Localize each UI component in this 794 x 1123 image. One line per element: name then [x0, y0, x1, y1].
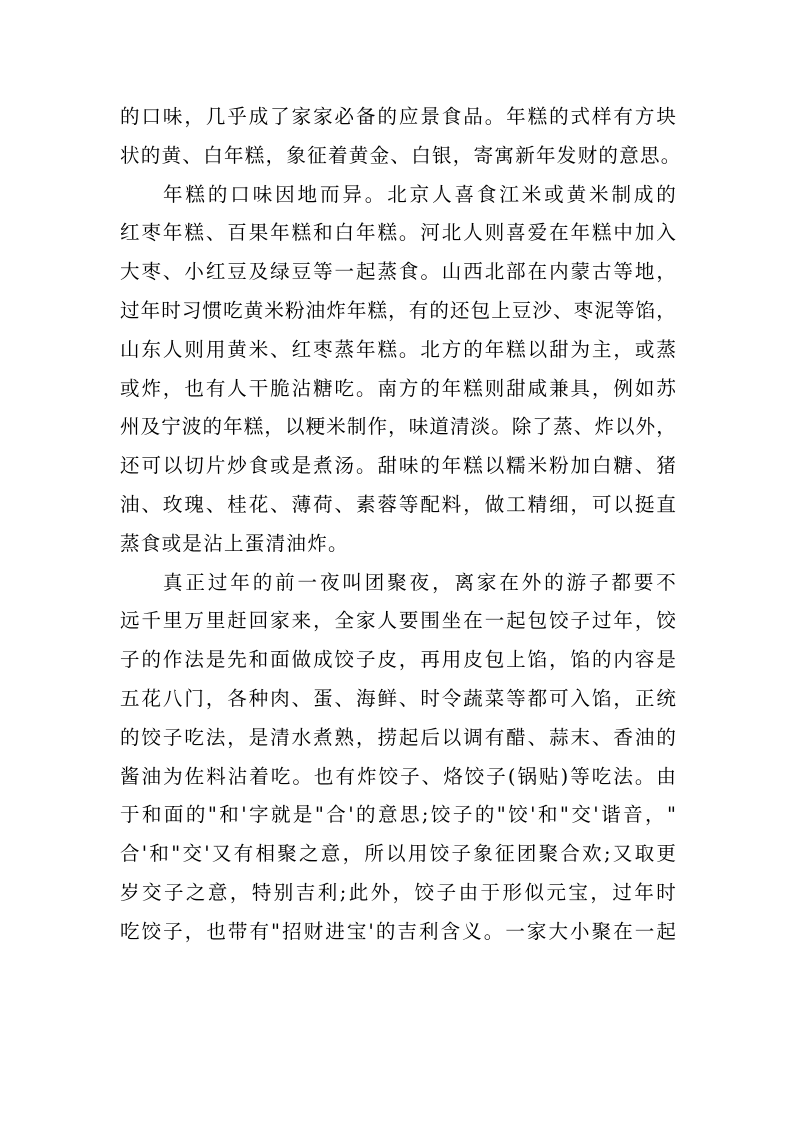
text-line	[120, 719, 676, 758]
text-line	[120, 758, 676, 797]
text-line	[120, 564, 676, 603]
text-line	[120, 253, 676, 292]
text-line-content: 州 及 宁 波 的 年 糕 ， 以 粳 米 制 作 ， 味 道 清 淡 。 除 了 蒸 、 炸 以 外 ，	[120, 415, 676, 439]
text-line	[120, 641, 676, 680]
text-line	[120, 680, 676, 719]
text-line	[120, 98, 676, 137]
text-line-content: 油 、 玫 瑰 、 桂 花 、 薄 荷 、 素 蓉 等 配 料 ， 做 工 精 细 ， 可 以 挺 直	[120, 492, 676, 516]
text-line-content: 大 枣 、 小 红 豆 及 绿 豆 等 一 起 蒸 食 。 山 西 北 部 在 内 蒙 古 等 地 ，	[120, 260, 676, 284]
text-line	[120, 525, 676, 564]
text-line-content: 或 炸 ， 也 有 人 干 脆 沾 糖 吃 。 南 方 的 年 糕 则 甜 咸 兼 具 ， 例 如 苏	[120, 376, 676, 400]
text-line	[120, 835, 676, 874]
text-line	[120, 176, 676, 215]
text-line	[120, 796, 676, 835]
text-line-content: 状的黄、白年糕，象征着黄金、白银，寄寓新年发财的意思。	[120, 143, 682, 167]
text-line	[120, 874, 676, 913]
text-line-content: 远 千 里 万 里 赶 回 家 来 ， 全 家 人 要 围 坐 在 一 起 包 饺 子 过 年 ， 饺	[120, 609, 676, 633]
text-line-content: 红 枣 年 糕 、 百 果 年 糕 和 白 年 糕 。 河 北 人 则 喜 爱 在 年 糕 中 加 入	[120, 221, 676, 245]
text-line	[120, 447, 676, 486]
text-line-content: 五 花 八 门 ， 各 种 肉 、 蛋 、 海 鲜 、 时 令 蔬 菜 等 都 可 入 馅 ， 正 统	[120, 686, 676, 710]
text-line-content: 于 和 面 的 " 和 ' 字 就 是 " 合 ' 的 意 思 ; 饺 子 的 " 饺 ' 和 " 交 ' 谐 音 ， "	[120, 803, 676, 827]
text-line-content: 合 ' 和 " 交 ' 又 有 相 聚 之 意 ， 所 以 用 饺 子 象 征 团 聚 合 欢 ; 又 取 更	[120, 842, 676, 866]
text-line-content: 的 饺 子 吃 法 ， 是 清 水 煮 熟 ， 捞 起 后 以 调 有 醋 、 蒜 末 、 香 油 的	[120, 725, 676, 749]
text-line	[120, 913, 676, 952]
text-line-content: 吃 饺 子 ， 也 带 有 " 招 财 进 宝 ' 的 吉 利 含 义 。 一 家 大 小 聚 在 一 起	[120, 919, 676, 943]
text-line-content: 酱 油 为 佐 料 沾 着 吃 。 也 有 炸 饺 子 、 烙 饺 子 ( 锅 贴 ) 等 吃 法 。 由	[120, 764, 676, 788]
text-line-content: 真 正 过 年 的 前 一 夜 叫 团 聚 夜 ， 离 家 在 外 的 游 子 都 要 不	[163, 570, 676, 594]
text-line-content: 的 口 味 ， 几 乎 成 了 家 家 必 备 的 应 景 食 品 。 年 糕 的 式 样 有 方 块	[120, 105, 676, 128]
text-line-content: 岁 交 子 之 意 ， 特 别 吉 利 ; 此 外 ， 饺 子 由 于 形 似 元 宝 ， 过 年 时	[120, 880, 676, 904]
text-line	[120, 214, 676, 253]
body-text	[120, 98, 682, 952]
text-line	[120, 408, 676, 447]
text-line-content: 过 年 时 习 惯 吃 黄 米 粉 油 炸 年 糕 ， 有 的 还 包 上 豆 沙 、 枣 泥 等 馅 ，	[120, 298, 676, 322]
text-line	[120, 602, 676, 641]
text-line-content: 年 糕 的 口 味 因 地 而 异 。 北 京 人 喜 食 江 米 或 黄 米 制 成 的	[163, 182, 676, 206]
text-line	[120, 137, 682, 176]
text-line-content: 还 可 以 切 片 炒 食 或 是 煮 汤 。 甜 味 的 年 糕 以 糯 米 粉 加 白 糖 、 猪	[120, 454, 676, 478]
text-line	[120, 331, 676, 370]
text-line	[120, 292, 676, 331]
text-line-content: 子 的 作 法 是 先 和 面 做 成 饺 子 皮 ， 再 用 皮 包 上 馅 ， 馅 的 内 容 是	[120, 648, 676, 672]
text-line-content: 蒸食或是沾上蛋清油炸。	[120, 531, 349, 555]
text-line	[120, 486, 676, 525]
text-line-content: 山 东 人 则 用 黄 米 、 红 枣 蒸 年 糕 。 北 方 的 年 糕 以 甜 为 主 ， 或 蒸	[120, 337, 676, 361]
text-line	[120, 370, 676, 409]
